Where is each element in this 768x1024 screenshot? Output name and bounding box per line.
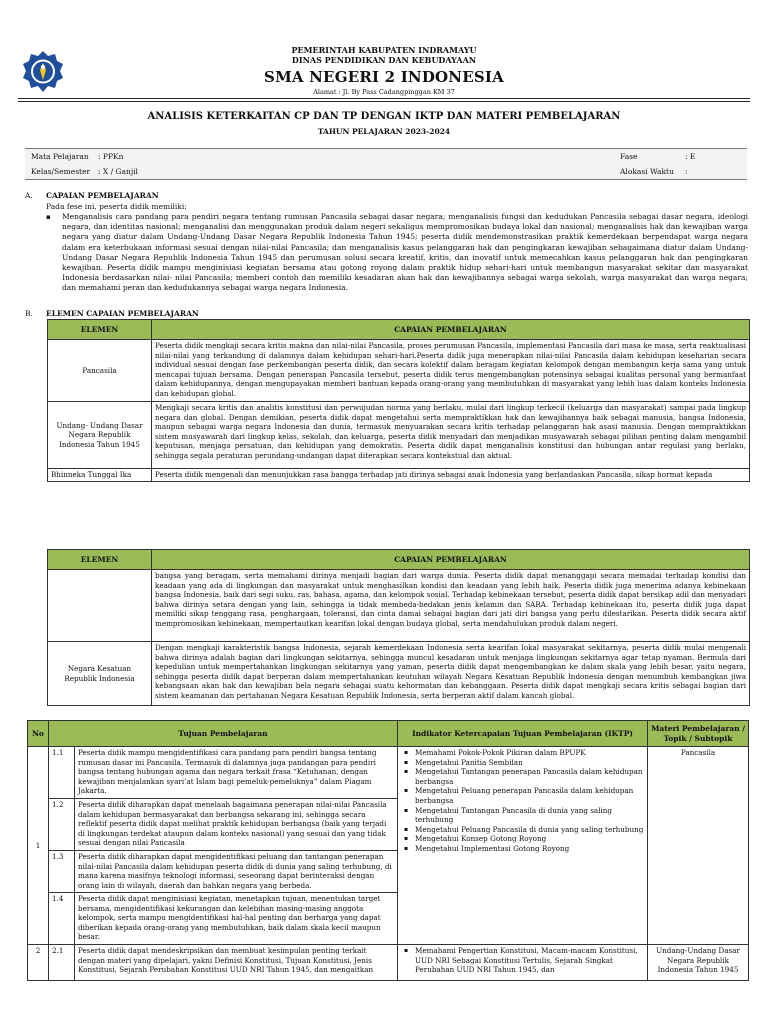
- time-allocation-value: :: [685, 167, 688, 176]
- academic-year: TAHUN PELAJARAN 2023-2024: [317, 127, 451, 136]
- tp-number: 1.4: [49, 893, 75, 945]
- time-allocation-label: Alokasi Waktu: [620, 167, 674, 176]
- column-header-elemen: ELEMEN: [48, 550, 152, 570]
- table-row: [28, 747, 749, 799]
- table-row: [48, 402, 750, 469]
- header-divider: [18, 98, 750, 102]
- header-department: DINAS PENDIDIKAN DAN KEBUDAYAAN: [291, 55, 477, 65]
- school-address: Alamat : Jl. By Pass Cadangpinggan KM 37: [313, 88, 455, 96]
- section-a-letter: A.: [25, 191, 33, 200]
- subject-info-box: [25, 148, 747, 180]
- elemen-cell: Bhinneka Tunggal Ika: [48, 469, 152, 482]
- table-row: [28, 945, 749, 981]
- iktp-item: ▪ Mengetahui Implementasi Gotong Royong: [415, 844, 644, 854]
- iktp-item: ▪ Mengetahui Peluang Pancasila di dunia yang saling terhubung: [415, 825, 644, 835]
- iktp-item: ▪ Mengetahui Tantangan Pancasila di dunia yang saling terhubung: [415, 806, 644, 825]
- phase-value: : E: [685, 152, 696, 161]
- capaian-cell: Dengan mengkaji karakteristik bangsa Indonesia, sejarah kemerdekaan Indonesia serta kearifan lokal masyarakat sekitarnya, peserta didik mulai mengenali bahwa dirinya adalah bagian dari lingkungan sekitarnya, sehingga muncul kesadaran untuk menjaga lingkungan sekitarnya agar tetap nyaman. Bermula dari kepedulian untuk mempertahankan lingkungan sekitarnya yang yaman, peserta didik dapat mengembangkan ke dalam skala yang lebih besar, yaitu negara, sehingga peserta didik dapat berperan dalam mempertahankan keutuhan wilayah Negara Kesatuan Republik Indonesia dengan menumbuh kembangkan jiwa kebangsaan akan hak dan kewajiban bela negara sebagai suatu kehormatan dan kebanggaan. Peserta didik dapat mengkaji secara kritis sebagai bagian dari sistem keamanan dan pertahanan Negara Kesatuan Republik Indonesia, serta berperan aktif dalam kancah global.: [152, 642, 750, 706]
- iktp-cell: [398, 945, 648, 981]
- tp-number: 1.1: [49, 747, 75, 799]
- column-header-tujuan: Tujuan Pembelajaran: [49, 721, 398, 747]
- capaian-cell: Peserta didik mengkaji secara kritis makna dan nilai-nilai Pancasila, proses perumusan Pancasila, implementasi Pancasila dari masa ke masa, serta reaktualisasi nilai-nilai yang terkandung di dalamnya dalam kehidupan sehari-hari.Peserta didik juga menerapkan nilai-nilai Pancasila dalam kehidupan keseharian secara individual sesuai dengan fase perkembangan peserta didik, dan secara kolektif dalam beragam kegiatan kelompok dengan membangun kerja sama yang untuk mencapai tujuan bersama. Dengan penerapan Pancasila tersebut, peserta didik terus mengembangkan potensinya sebagai kualitas personal yang bermanfaat dalam kehidupannya, dengan mengupayakan memberi bantuan kepada orang-orang yang membutuhkan di masyarakat yang lebih luas dalam konteks Indonesia dan kehidupan global.: [152, 340, 750, 402]
- tujuan-pembelajaran-table: [27, 720, 749, 981]
- table-row: [48, 469, 750, 482]
- subject-value: : PPKn: [98, 152, 124, 161]
- tp-number: 2.1: [49, 945, 75, 981]
- row-number: 2: [28, 945, 49, 981]
- elemen-table: [47, 319, 750, 482]
- capaian-cell: bangsa yang beragam, serta memahami dirinya menjadi bagian dari warga dunia. Peserta didik dapat menanggapi secara memadai terhadap kondisi dan keadaan yang ada di lingkungan dan masyarakat untuk menghasilkan kondisi dan keadaan yang lebih baik. Peserta didik juga menerima adanya kebinekaan bangsa Indonesia, baik dari segi suku, ras, bahasa, agama, dan kelompok sosial. Terhadap kebinekaan tersebut, peserta didik dapat bersikap adil dan menyadari bahwa dirinya setara dengan yang lain, sehingga ia tidak membeda-bedakan jenis kelamin dan SARA. Terhadap kebinekaan itu, peserta didik juga dapat memiliki sikap tenggang rasa, penghargaan, toleransi, dan cinta damai sebagai bagian dari jati diri bangsa yang perlu dilestarikan. Peserta didik secara aktif mempromosikan kebinekaan, mempertautkan kearifan lokal dengan budaya global, serta mendahulukan produk dalam negeri.: [152, 570, 750, 642]
- elemen-table-continued: [47, 549, 750, 706]
- column-header-materi: Materi Pembelajaran / Topik / Subtopik: [648, 721, 749, 747]
- column-header-elemen: ELEMEN: [48, 320, 152, 340]
- phase-label: Fase: [620, 152, 638, 161]
- iktp-item: ▪ Memahami Pokok-Pokok Pikiran dalam BPUPK: [415, 748, 644, 758]
- table-row: [48, 340, 750, 402]
- section-a-title: CAPAIAN PEMBELAJARAN: [46, 191, 159, 200]
- subject-label: Mata Pelajaran: [31, 152, 89, 161]
- column-header-capaian: CAPAIAN PEMBELAJARAN: [152, 550, 750, 570]
- section-b-letter: B.: [25, 309, 33, 318]
- table-row: [48, 570, 750, 642]
- document-title: ANALISIS KETERKAITAN CP DAN TP DENGAN IKTP DAN MATERI PEMBELAJARAN: [147, 111, 621, 122]
- elemen-cell: Pancasila: [48, 340, 152, 402]
- elemen-cell: [48, 570, 152, 642]
- school-name: SMA NEGERI 2 INDONESIA: [264, 68, 504, 86]
- elemen-cell: Negara Kesatuan Republik Indonesia: [48, 642, 152, 706]
- bullet-icon: ▪: [46, 213, 51, 221]
- iktp-item: ▪ Memahami Pengertian Konstitusi, Macam-macam Konstitusi, UUD NRI Sebagai Konstitusi Tertulis, Sejarah Singkat Perubahan UUD NRI Tahun 1945, dan: [415, 946, 644, 975]
- tp-text: Peserta didik dapat menginisiasi kegiatan, menetapkan tujuan, menentukan target bersama, mengidentifikasi kekurangan dan kelebihan masing-masing anggota kelompok, serta mampu mengidentifikasi hal-hal penting dan berharga yang dapat diberikan kepada orang-orang yang membutuhkan, baik dalam skala kecil maupun besar.: [75, 893, 398, 945]
- capaian-cell: Mengkaji secara kritis dan analitis konstitusi dan perwujudan norma yang berlaku, mulai dari lingkup terkecil (keluarga dan masyarakat) sampai pada lingkup negara dan global. Dengan demikian, peserta didik dapat mengetahui serta mempraktikkan hak dan kewajibannya baik sebagai manusia, bangsa Indonesia, maupun sebagai warga negara Indonesia dan dunia, termasuk menyuarakan secara kritis terhadap pelanggaran hak asasi manusia. Dengan mempraktikkan sistem musyawarah dari lingkup kelas, sekolah, dan keluarga, peserta didik menyadari dan menjadikan musyawarah sebagai pilihan penting dalam mengambil keputusan, menjaga persatuan, dan kehidupan yang demokratis. Peserta didik dapat menganalisis konstitusi dan hubungan antar regulasi yang berlaku, sehingga segala peraturan perundang-undangan dapat diterapkan secara kontekstual dan aktual.: [152, 402, 750, 469]
- materi-cell: Undang-Undang Dasar Negara Republik Indonesia Tahun 1945: [648, 945, 749, 981]
- tp-text: Peserta didik dapat mendeskripsikan dan membuat kesimpulan penting terkait dengan materi yang dipelajari, yakni Definisi Konstitusi, Tujuan Konstitusi, Jenis Konstitusi, Sejarah Perubahan Konstitusi UUD NRI Tahun 1945, dan mengaitkan: [75, 945, 398, 981]
- column-header-no: No: [28, 721, 49, 747]
- elemen-cell: Undang- Undang Dasar Negara Republik Indonesia Tahun 1945: [48, 402, 152, 469]
- iktp-item: ▪ Mengetahui Tantangan penerapan Pancasila dalam kehidupan berbangsa: [415, 767, 644, 786]
- section-a-intro: Pada fese ini, peserta didik memiliki:: [46, 202, 187, 211]
- section-b-title: ELEMEN CAPAIAN PEMBELAJARAN: [46, 309, 199, 318]
- materi-cell: Pancasila: [648, 747, 749, 945]
- table-row: [48, 642, 750, 706]
- tp-number: 1.2: [49, 799, 75, 851]
- iktp-item: ▪ Mengetahui Peluang penerapan Pancasila dalam kehidupan berbangsa: [415, 786, 644, 805]
- header-government: PEMERINTAH KABUPATEN INDRAMAYU: [291, 45, 477, 55]
- iktp-item: ▪ Mengetahui Konsep Gotong Royong: [415, 834, 644, 844]
- column-header-iktp: Indikator Ketercapaian Tujuan Pembelajaran (IKTP): [398, 721, 648, 747]
- tp-text: Peserta didik mampu mengidentifikasi cara pandang para pendiri bangsa tentang rumusan dasar ini Pancasila. Termasuk di dalamnya juga pandangan para pendiri bangsa tentang hubungan agama dan negara terkait frasa “Ketuhanan, dengan kewajiban menjalankan syari’at Islam bagi pemeluk-pemeluknya” dalam Piagam Jakarta.: [75, 747, 398, 799]
- iktp-cell: [398, 747, 648, 945]
- capaian-cell: Peserta didik mengenali dan menunjukkan rasa bangga terhadap jati dirinya sebagai anak Indonesia yang berlandaskan Pancasila, sikap hormat kepada: [152, 469, 750, 482]
- iktp-item: ▪ Mengetahui Panitia Sembilan: [415, 758, 644, 768]
- tp-text: Peserta didik diharapkan dapat mengidentifikasi peluang dan tantangan penerapan nilai-nilai Pancasila dalam kehidupan peserta didik di dunia yang saling terhubung, di mana karena masifnya teknologi informasi, seseorang dapat berinteraksi dengan orang lain di wilayah, daerah dan bahkan negara yang berbeda.: [75, 851, 398, 893]
- class-semester-label: Kelas/Semester: [31, 167, 91, 176]
- column-header-capaian: CAPAIAN PEMBELAJARAN: [152, 320, 750, 340]
- section-a-body: Menganalisis cara pandang para pendiri negara tentang rumusan Pancasila sebagai dasar negara; menganalisis fungsi dan kedudukan Pancasila sebagai dasar negara, ideologi negara, dan identitas nasional; menganalisi dan menggunakan produk dalam negeri sekaligus mempromosikan budaya lokal dan nasional; menganalisis hak dan kewajiban warga negara yang diatur dalam Undang-Undang Dasar Negara Republik Indonesia Tahun 1945; peserta didik mendemonstrasikan praktik kemerdekaan berpendapat warga negara dalam era keterbukaan informasi sesuai dengan nilai-nilai Pancasila; dan menganalisis kasus pelanggaran hak dan pengingkaran kewajiban sebagaimana diatur dalam Undang-Undang Dasar Negara Republik Indonesia Tahun 1945 dan perumusan solusi secara kreatif, kritis, dan inovatif untuk memecahkan kasus pelanggaran hak dan pengingkaran kewajiban. Peserta didik mampu menginisiasi kegiatan bersama atau gotong royong dalam praktik hidup sehari-hari untuk membangun masyarakat sekitar dan masyarakat Indonesia berdasarkan nilai- nilai Pancasila; memberi contoh dan memiliki kesadaran akan hak dan kewajibannya sebagai warga sekolah, warga masyarakat dan warga negara; dan memahami peran dan kedudukannya sebagai warga negara Indonesia.: [62, 212, 748, 293]
- class-semester-value: : X / Ganjil: [98, 167, 138, 176]
- row-number: 1: [28, 747, 49, 945]
- tp-number: 1.3: [49, 851, 75, 893]
- tp-text: Peserta didik diharapkan dapat menelaah bagaimana penerapan nilai-nilai Pancasila dalam kehidupan bermasyarakat dan berbangsa sekarang ini, sehingga secara reflektif peserta didik dapat melihat praktik kehidupan berbangsa (baik yang terjadi di lingkungan terdekat ataupun dalam konteks nasional) yang sesuai dan yang tidak sesuai dengan nilai Pancasila: [75, 799, 398, 851]
